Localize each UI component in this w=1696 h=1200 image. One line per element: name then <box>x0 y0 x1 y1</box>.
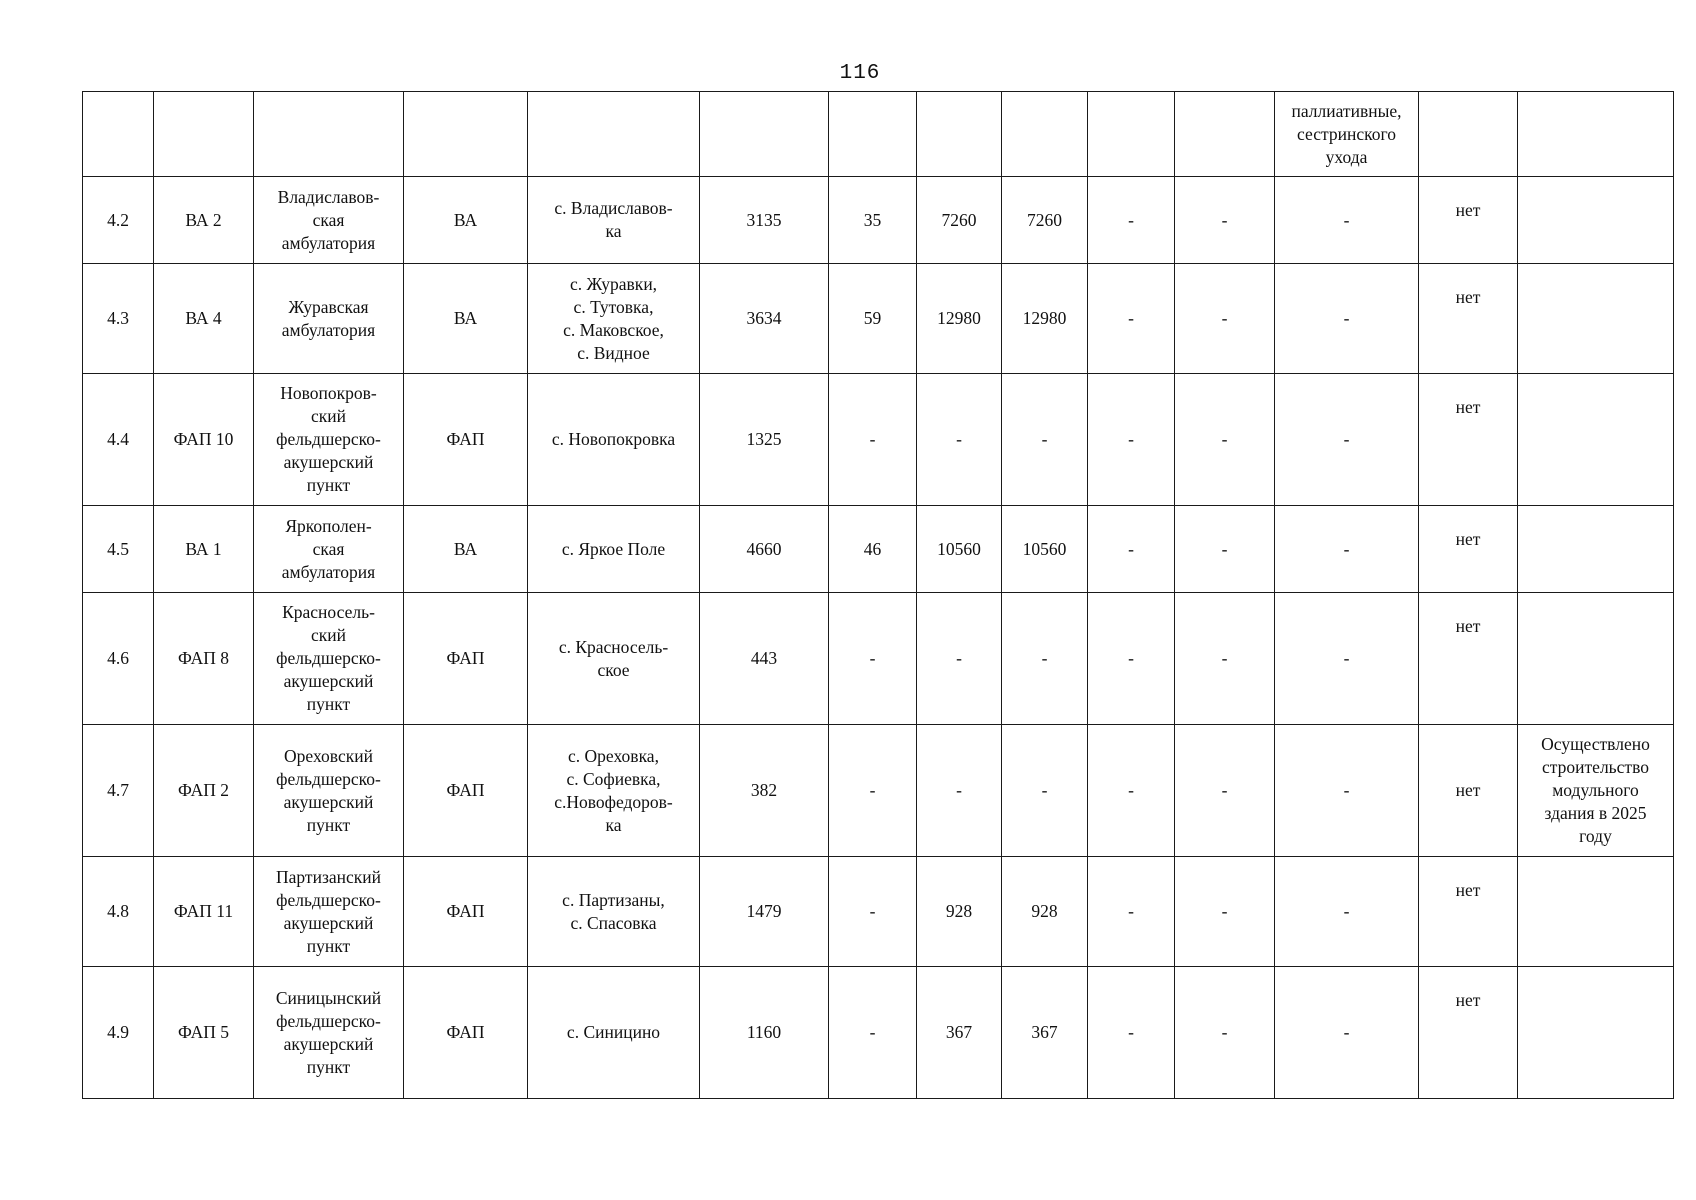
col-8-value: - <box>917 725 1002 857</box>
population: 382 <box>700 725 829 857</box>
table-header-row <box>83 92 1674 177</box>
table-cell <box>83 92 154 177</box>
col-8-value: 928 <box>917 857 1002 967</box>
row-number: 4.8 <box>83 857 154 967</box>
col-10-value: - <box>1088 593 1175 725</box>
facility-code: ФАП 10 <box>154 374 254 506</box>
beds: - <box>829 593 917 725</box>
facility-type: ВА <box>404 506 528 593</box>
col-13-value: нет <box>1419 593 1518 725</box>
col-8-value: 10560 <box>917 506 1002 593</box>
col-10-value: - <box>1088 857 1175 967</box>
table-row <box>83 857 1674 967</box>
facility-code: ВА 2 <box>154 177 254 264</box>
population: 1160 <box>700 967 829 1099</box>
facility-type: ФАП <box>404 374 528 506</box>
col-13-value: нет <box>1419 857 1518 967</box>
facility-name: Новопокров- ский фельдшерско- акушерский пункт <box>254 374 404 506</box>
locality: с. Красносель- ское <box>528 593 700 725</box>
col-11-value: - <box>1175 593 1275 725</box>
row-number: 4.9 <box>83 967 154 1099</box>
facility-type: ФАП <box>404 857 528 967</box>
beds: - <box>829 857 917 967</box>
table-cell <box>404 92 528 177</box>
table-cell <box>1419 92 1518 177</box>
row-number: 4.4 <box>83 374 154 506</box>
col-12-value: - <box>1275 725 1419 857</box>
population: 1479 <box>700 857 829 967</box>
table-cell <box>528 92 700 177</box>
col-9-value: - <box>1002 374 1088 506</box>
note: Осуществлено строительство модульного здания в 2025 году <box>1518 725 1674 857</box>
col-10-value: - <box>1088 264 1175 374</box>
col-9-value: 367 <box>1002 967 1088 1099</box>
col-13-value: нет <box>1419 264 1518 374</box>
locality: с. Синицино <box>528 967 700 1099</box>
facility-name: Владиславов- ская амбулатория <box>254 177 404 264</box>
locality: с. Владиславов- ка <box>528 177 700 264</box>
col-11-value: - <box>1175 374 1275 506</box>
col-13-value: нет <box>1419 967 1518 1099</box>
row-number: 4.7 <box>83 725 154 857</box>
facility-name: Яркополен- ская амбулатория <box>254 506 404 593</box>
col-13-value: нет <box>1419 177 1518 264</box>
beds: 59 <box>829 264 917 374</box>
facility-code: ВА 1 <box>154 506 254 593</box>
note <box>1518 506 1674 593</box>
facility-name: Ореховский фельдшерско- акушерский пункт <box>254 725 404 857</box>
note <box>1518 593 1674 725</box>
row-number: 4.5 <box>83 506 154 593</box>
col-9-value: 10560 <box>1002 506 1088 593</box>
note <box>1518 374 1674 506</box>
col-12-value: - <box>1275 506 1419 593</box>
col-11-value: - <box>1175 177 1275 264</box>
table-cell <box>1088 92 1175 177</box>
table-cell <box>700 92 829 177</box>
col-12-value: - <box>1275 593 1419 725</box>
population: 443 <box>700 593 829 725</box>
facility-name: Красносель- ский фельдшерско- акушерский пункт <box>254 593 404 725</box>
col-12-value: - <box>1275 264 1419 374</box>
col-12-value: - <box>1275 967 1419 1099</box>
col-13-value: нет <box>1419 506 1518 593</box>
beds: - <box>829 967 917 1099</box>
facility-name: Журавская амбулатория <box>254 264 404 374</box>
col-11-value: - <box>1175 506 1275 593</box>
beds: - <box>829 725 917 857</box>
locality: с. Журавки, с. Тутовка, с. Маковское, с. Видное <box>528 264 700 374</box>
col-12-value: - <box>1275 857 1419 967</box>
facility-type: ФАП <box>404 593 528 725</box>
col-10-value: - <box>1088 725 1175 857</box>
col-13-value: нет <box>1419 374 1518 506</box>
row-number: 4.6 <box>83 593 154 725</box>
table-cell <box>1175 92 1275 177</box>
col-8-value: - <box>917 593 1002 725</box>
facility-type: ВА <box>404 264 528 374</box>
col-11-value: - <box>1175 967 1275 1099</box>
table-row <box>83 177 1674 264</box>
col-8-value: 367 <box>917 967 1002 1099</box>
table-row <box>83 374 1674 506</box>
col-9-value: - <box>1002 725 1088 857</box>
col-10-value: - <box>1088 374 1175 506</box>
facility-code: ФАП 8 <box>154 593 254 725</box>
facility-name: Синицынский фельдшерско- акушерский пункт <box>254 967 404 1099</box>
col-10-value: - <box>1088 967 1175 1099</box>
table-cell <box>1002 92 1088 177</box>
facility-type: ВА <box>404 177 528 264</box>
col-8-value: 7260 <box>917 177 1002 264</box>
facility-name: Партизанский фельдшерско- акушерский пункт <box>254 857 404 967</box>
locality: с. Яркое Поле <box>528 506 700 593</box>
table-row <box>83 725 1674 857</box>
population: 4660 <box>700 506 829 593</box>
beds: 46 <box>829 506 917 593</box>
beds: 35 <box>829 177 917 264</box>
col-11-value: - <box>1175 857 1275 967</box>
population: 1325 <box>700 374 829 506</box>
facility-code: ФАП 11 <box>154 857 254 967</box>
note <box>1518 967 1674 1099</box>
table-row <box>83 264 1674 374</box>
table-row <box>83 506 1674 593</box>
locality: с. Партизаны, с. Спасовка <box>528 857 700 967</box>
table-cell <box>829 92 917 177</box>
locality: с. Новопокровка <box>528 374 700 506</box>
table-cell <box>154 92 254 177</box>
facility-code: ФАП 5 <box>154 967 254 1099</box>
facility-type: ФАП <box>404 967 528 1099</box>
col-9-value: 928 <box>1002 857 1088 967</box>
col-8-value: - <box>917 374 1002 506</box>
beds: - <box>829 374 917 506</box>
locality: с. Ореховка, с. Софиевка, с.Новофедоров- ка <box>528 725 700 857</box>
col-11-value: - <box>1175 725 1275 857</box>
table-row <box>83 967 1674 1099</box>
population: 3135 <box>700 177 829 264</box>
note <box>1518 264 1674 374</box>
table-cell <box>1518 92 1674 177</box>
note <box>1518 857 1674 967</box>
col-13-value: нет <box>1419 725 1518 857</box>
facility-code: ФАП 2 <box>154 725 254 857</box>
col-9-value: 12980 <box>1002 264 1088 374</box>
col-10-value: - <box>1088 177 1175 264</box>
note <box>1518 177 1674 264</box>
table-row <box>83 593 1674 725</box>
col-9-value: 7260 <box>1002 177 1088 264</box>
col-12-value: - <box>1275 177 1419 264</box>
table-cell <box>254 92 404 177</box>
facility-code: ВА 4 <box>154 264 254 374</box>
page-number: 116 <box>839 62 881 85</box>
population: 3634 <box>700 264 829 374</box>
facilities-table <box>82 91 1674 1099</box>
col-9-value: - <box>1002 593 1088 725</box>
row-number: 4.2 <box>83 177 154 264</box>
header-cell-palliative: паллиативные, сестринского ухода <box>1275 92 1419 177</box>
col-11-value: - <box>1175 264 1275 374</box>
facility-type: ФАП <box>404 725 528 857</box>
row-number: 4.3 <box>83 264 154 374</box>
col-12-value: - <box>1275 374 1419 506</box>
col-10-value: - <box>1088 506 1175 593</box>
col-8-value: 12980 <box>917 264 1002 374</box>
table-cell <box>917 92 1002 177</box>
